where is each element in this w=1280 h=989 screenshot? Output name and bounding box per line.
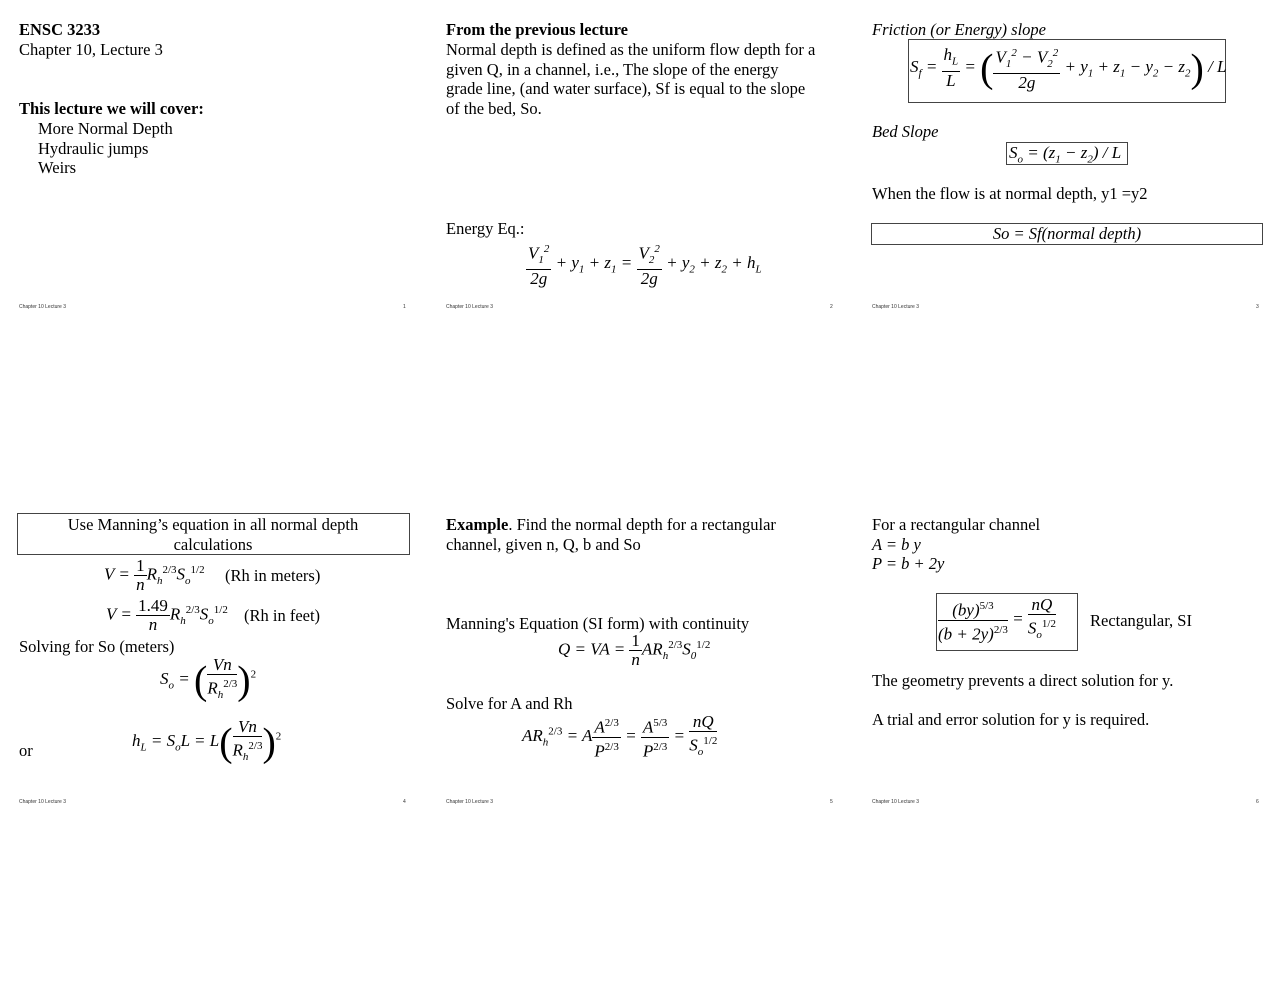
manning-si-equation: V = $\frac{1}{n}$ $R_h^{2/3}S_o^{1/2}$ [104, 556, 205, 594]
slide-footer: Chapter 10 Lecture 3 [872, 304, 919, 310]
slide-footer: Chapter 10 Lecture 3 [872, 799, 919, 805]
geometry-note: The geometry prevents a direct solution for y. [872, 671, 1174, 690]
energy-equation: $\frac{V_1^2}{2g}$ + $y_1 + z_1$ = $\frac{V_2^2}{2g}$ + $y_2 + z_2 + h_L$ [526, 240, 762, 288]
slide-footer: Chapter 10 Lecture 3 [446, 304, 493, 310]
example-text: . Find the normal depth for a rectangular [508, 515, 776, 534]
slide-heading: From the previous lecture [446, 20, 628, 39]
slide-footer: Chapter 10 Lecture 3 [446, 799, 493, 805]
topic-item: More Normal Depth [38, 119, 173, 138]
topic-item: Hydraulic jumps [38, 139, 149, 158]
area-formula: A = b y [872, 535, 921, 554]
normal-depth-equation: So = Sf(normal depth) [992, 224, 1142, 243]
solve-for-label: Solve for A and Rh [446, 694, 573, 713]
slide-4 [17, 513, 417, 813]
page-number: 6 [1256, 799, 1259, 805]
normal-depth-text: When the flow is at normal depth, y1 =y2 [872, 184, 1148, 203]
or-label: or [19, 741, 33, 760]
example-bold: Example [446, 515, 509, 534]
example-line2: channel, given n, Q, b and So [446, 535, 641, 554]
body-line: given Q, in a channel, i.e., The slope of the energy [446, 60, 779, 79]
body-line: of the bed, So. [446, 99, 542, 118]
slope-equation: $S_o$ = ( $\frac{Vn}{R_h^{2/3}}$ )$^2$ [160, 655, 257, 703]
manning-note-line: Use Manning’s equation in all normal depth [67, 515, 359, 534]
cover-heading: This lecture we will cover: [19, 99, 204, 118]
example-line [446, 515, 776, 535]
slide-footer: Chapter 10 Lecture 3 [19, 304, 66, 310]
bed-slope-equation: $S_o = (z_1 - z_2) / L$ [1009, 143, 1122, 166]
slide-6 [872, 513, 1272, 813]
page-number: 5 [830, 799, 833, 805]
perimeter-formula: P = b + 2y [872, 554, 945, 573]
page-number: 4 [403, 799, 406, 805]
head-loss-equation: $h_L = S_oL = L$( $\frac{Vn}{R_h^{2/3}}$ )$^2$ [132, 717, 282, 765]
energy-label: Energy Eq.: [446, 219, 525, 238]
bed-slope-label: Bed Slope [872, 122, 939, 141]
slide-2 [446, 18, 846, 318]
topic-item: Weirs [38, 158, 77, 177]
lecture-title: Chapter 10, Lecture 3 [19, 40, 163, 59]
page-number: 3 [1256, 304, 1259, 310]
page-number: 1 [403, 304, 406, 310]
manning-note-line: calculations [173, 535, 253, 554]
slide-3 [872, 18, 1267, 318]
body-line: Normal depth is defined as the uniform flow depth for a [446, 40, 816, 59]
friction-equation: $S_f$ = $\frac{h_L}{L}$ = ( $\frac{V_1^2 - V_2^2}{2g}$ + $y_1 + z_1 - y_2 - z_2) / L$ [910, 45, 1227, 93]
slide-5 [446, 513, 846, 813]
course-code: ENSC 3233 [19, 20, 101, 39]
continuity-equation: Q = VA = $\frac{1}{n}$ $AR_h^{2/3}S_0^{1/2}$ [558, 631, 711, 669]
feet-note: (Rh in feet) [244, 606, 321, 625]
slide-footer: Chapter 10 Lecture 3 [19, 799, 66, 805]
body-line: grade line, (and water surface), Sf is equal to the slope [446, 79, 806, 98]
rectangular-equation: $\frac{(by)^{5/3}}{(b + 2y)^{2/3}}$ = $\frac{nQ}{S_o^{1/2}}$ [938, 595, 1056, 644]
area-radius-equation: $AR_h^{2/3} = A$ $\frac{A^{2/3}}{P^{2/3}}$ = $\frac{A^{5/3}}{P^{2/3}}$ = $\frac{nQ}{S_o^{1/2}}$ [522, 712, 718, 761]
rectangular-si-label: Rectangular, SI [1090, 611, 1192, 630]
page-number: 2 [830, 304, 833, 310]
manning-us-equation: V = $\frac{1.49}{n}$ $R_h^{2/3}S_o^{1/2}$ [106, 596, 228, 634]
solving-label: Solving for So (meters) [19, 637, 175, 656]
manning-si-label: Manning's Equation (SI form) with continuity [446, 614, 750, 633]
friction-label: Friction (or Energy) slope [872, 20, 1046, 39]
body-line: For a rectangular channel [872, 515, 1041, 534]
slide-1 [19, 18, 419, 318]
meters-note: (Rh in meters) [225, 566, 321, 585]
trial-note: A trial and error solution for y is required. [872, 710, 1150, 729]
